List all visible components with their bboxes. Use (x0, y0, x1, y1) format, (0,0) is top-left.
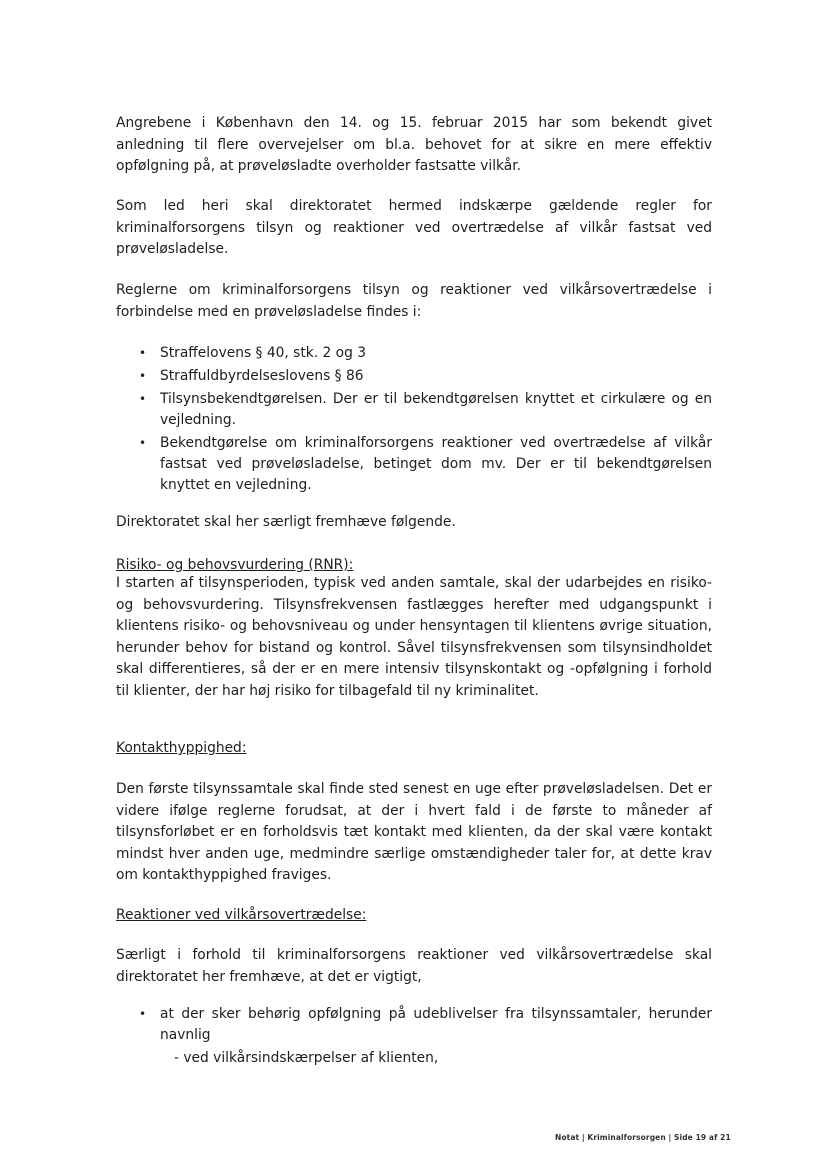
paragraph-rnr: I starten af tilsynsperioden, typisk ved anden samtale, skal der udarbejdes en risiko- og behovsvurdering. Tilsynsfrekvensen fastlægges herefter med udgangspunkt i klientens risiko- og behovsniveau og under hensyntagen til klientens øvrige situation, herunder behov for bistand og kontrol. Såvel tilsynsfrekvensen som tilsynsindholdet skal differentieres, så der er en mere intensiv tilsynskontakt og -opfølgning i forhold til klienter, der har høj risiko for tilbagefald til ny kriminalitet. (116, 575, 712, 699)
paragraph-emphasis: Direktoratet skal her særligt fremhæve følgende. (116, 514, 456, 530)
bullet-icon: • (139, 346, 147, 360)
paragraph-rules-intro: Reglerne om kriminalforsorgens tilsyn og reaktioner ved vilkårsovertrædelse i forbindelse med en prøveløsladelse findes i: (116, 282, 712, 320)
list-item: • Bekendtgørelse om kriminalforsorgens reaktioner ved overtrædelse af vilkår fastsat ved prøveløsladelse, betinget dom mv. Der er til bekendtgørelsen knyttet en vejledning. (139, 435, 712, 493)
list-item: • Straffelovens § 40, stk. 2 og 3 (116, 343, 712, 364)
sub-list-item: - ved vilkårsindskærpelser af klienten, (174, 1050, 439, 1066)
heading-contact-frequency: Kontakthyppighed: (116, 740, 247, 756)
bullet-icon: • (139, 369, 147, 383)
bullet-icon: • (139, 392, 147, 406)
paragraph-attacks: Angrebene i København den 14. og 15. februar 2015 har som bekendt givet anledning til flere overvejelser om bl.a. behovet for at sikre en mere effektiv opfølgning på, at prøveløsladte overholder fastsatte vilkår. (116, 115, 712, 174)
list-item: • at der sker behørig opfølgning på udeblivelser fra tilsynssamtaler, herunder navnlig (139, 1006, 712, 1043)
list-item: • Tilsynsbekendtgørelsen. Der er til bekendtgørelsen knyttet et cirkulære og en vejledning. (139, 391, 712, 428)
list-item: • Straffuldbyrdelseslovens § 86 (116, 366, 712, 387)
paragraph-contact-frequency: Den første tilsynssamtale skal finde sted senest en uge efter prøveløsladelsen. Det er videre ifølge reglerne forudsat, at der i hvert fald i de første to måneder af tilsynsforløbet er en forholdsvis tæt kontakt med klienten, da der skal være kontakt mindst hver anden uge, medmindre særlige omstændigheder taler for, at dette krav om kontakthyppighed fraviges. (116, 781, 712, 883)
bullet-icon: • (139, 1007, 147, 1021)
rules-list (116, 343, 712, 498)
page-footer: Notat | Kriminalforsorgen | Side 19 af 21 (555, 1133, 731, 1142)
paragraph-purpose: Som led heri skal direktoratet hermed indskærpe gældende regler for kriminalforsorgens tilsyn og reaktioner ved overtrædelse af vilkår fastsat ved prøveløsladelse. (116, 198, 712, 257)
heading-reactions: Reaktioner ved vilkårsovertrædelse: (116, 907, 367, 923)
paragraph-reactions: Særligt i forhold til kriminalforsorgens reaktioner ved vilkårsovertrædelse skal direktoratet her fremhæve, at det er vigtigt, (116, 947, 712, 985)
bullet-icon: • (139, 436, 147, 450)
heading-rnr: Risiko- og behovsvurdering (RNR): (116, 557, 354, 573)
reactions-list (116, 1004, 712, 1048)
